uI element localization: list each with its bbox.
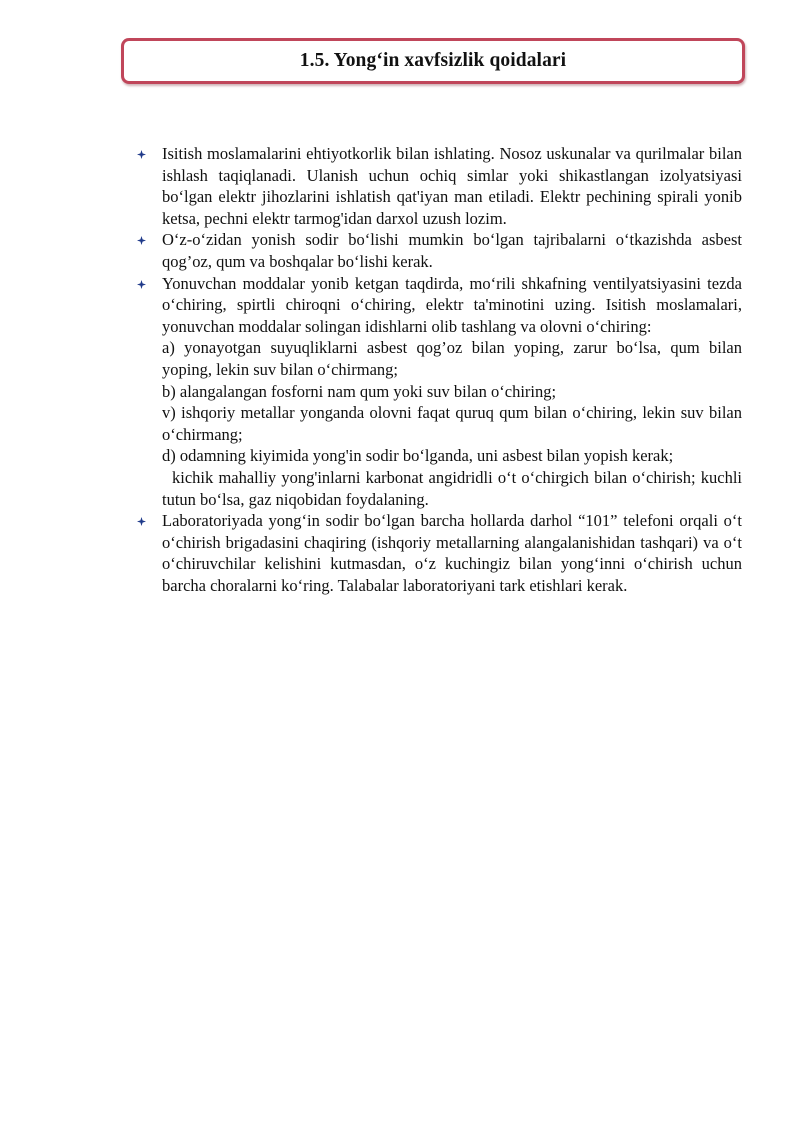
sub-item-text: a) yonayotgan suyuqliklarni asbest qog’oz bilan yoping, zarur bo‘lsa, qum bilan yoping, lekin suv bilan o‘chirmang; — [162, 338, 742, 379]
section-heading-box — [121, 38, 745, 84]
list-item-text: O‘z-o‘zidan yonish sodir bo‘lishi mumkin bo‘lgan tajribalarni o‘tkazishda asbest qog’oz, qum va boshqalar bo‘lishi kerak. — [162, 230, 742, 271]
diamond-bullet-icon — [137, 280, 146, 289]
list-item — [162, 229, 742, 272]
list-item — [162, 143, 742, 229]
list-item-text: Laboratoriyada yong‘in sodir bo‘lgan barcha hollarda darhol “101” telefoni orqali o‘t o‘chirish brigadasini chaqiring (ishqoriy metallarning alangalanishidan tashqari) va o‘t o‘chiruvchilar kelishini kutmasdan, o‘z kuchingiz bilan yong‘inni o‘chirish uchun barcha choralarni ko‘ring. Talabalar laboratoriyani tark etishlari kerak. — [162, 511, 742, 595]
sub-item-text: b) alangalangan fosforni nam qum yoki suv bilan o‘chiring; — [162, 381, 557, 401]
list-item-text: Yonuvchan moddalar yonib ketgan taqdirda, mo‘rili shkafning ventilyatsiyasini tezda o‘chiring, spirtli chiroqni o‘chiring, elektr ta'minotini uzing. Isitish moslamalari, yonuvchan moddalar solingan idishlarni olib tashlang va olovni o‘chiring: — [162, 273, 742, 336]
list-item — [162, 273, 742, 511]
diamond-bullet-icon — [137, 150, 146, 159]
rules-list — [162, 143, 742, 596]
diamond-bullet-icon — [137, 236, 146, 245]
list-item — [162, 510, 742, 596]
diamond-bullet-icon — [137, 517, 146, 526]
section-title: 1.5. Yong‘in xavfsizlik qoidalari — [299, 50, 567, 71]
list-item-text: Isitish moslamalarini ehtiyotkorlik bilan ishlating. Nosoz uskunalar va qurilmalar bilan ishlash taqiqlanadi. Ulanish uchun ochiq simlar yoki shikastlangan izolyatsiyasi bo‘lgan elektr jihozlarini ishlatish qat'iyan man etiladi. Elektr pechining spirali yonib ketsa, pechni elektr tarmog'idan darxol uzush lozim. — [162, 144, 742, 228]
sub-item-text: v) ishqoriy metallar yonganda olovni faqat quruq qum bilan o‘chiring, lekin suv bilan o‘chirmang; — [162, 403, 742, 444]
sub-item-text: kichik mahalliy yong'inlarni karbonat angidridli o‘t o‘chirgich bilan o‘chirish; kuchli tutun bo‘lsa, gaz niqobidan foydalaning. — [162, 467, 742, 509]
sub-item-text: d) odamning kiyimida yong'in sodir bo‘lganda, uni asbest bilan yopish kerak; — [162, 446, 674, 466]
